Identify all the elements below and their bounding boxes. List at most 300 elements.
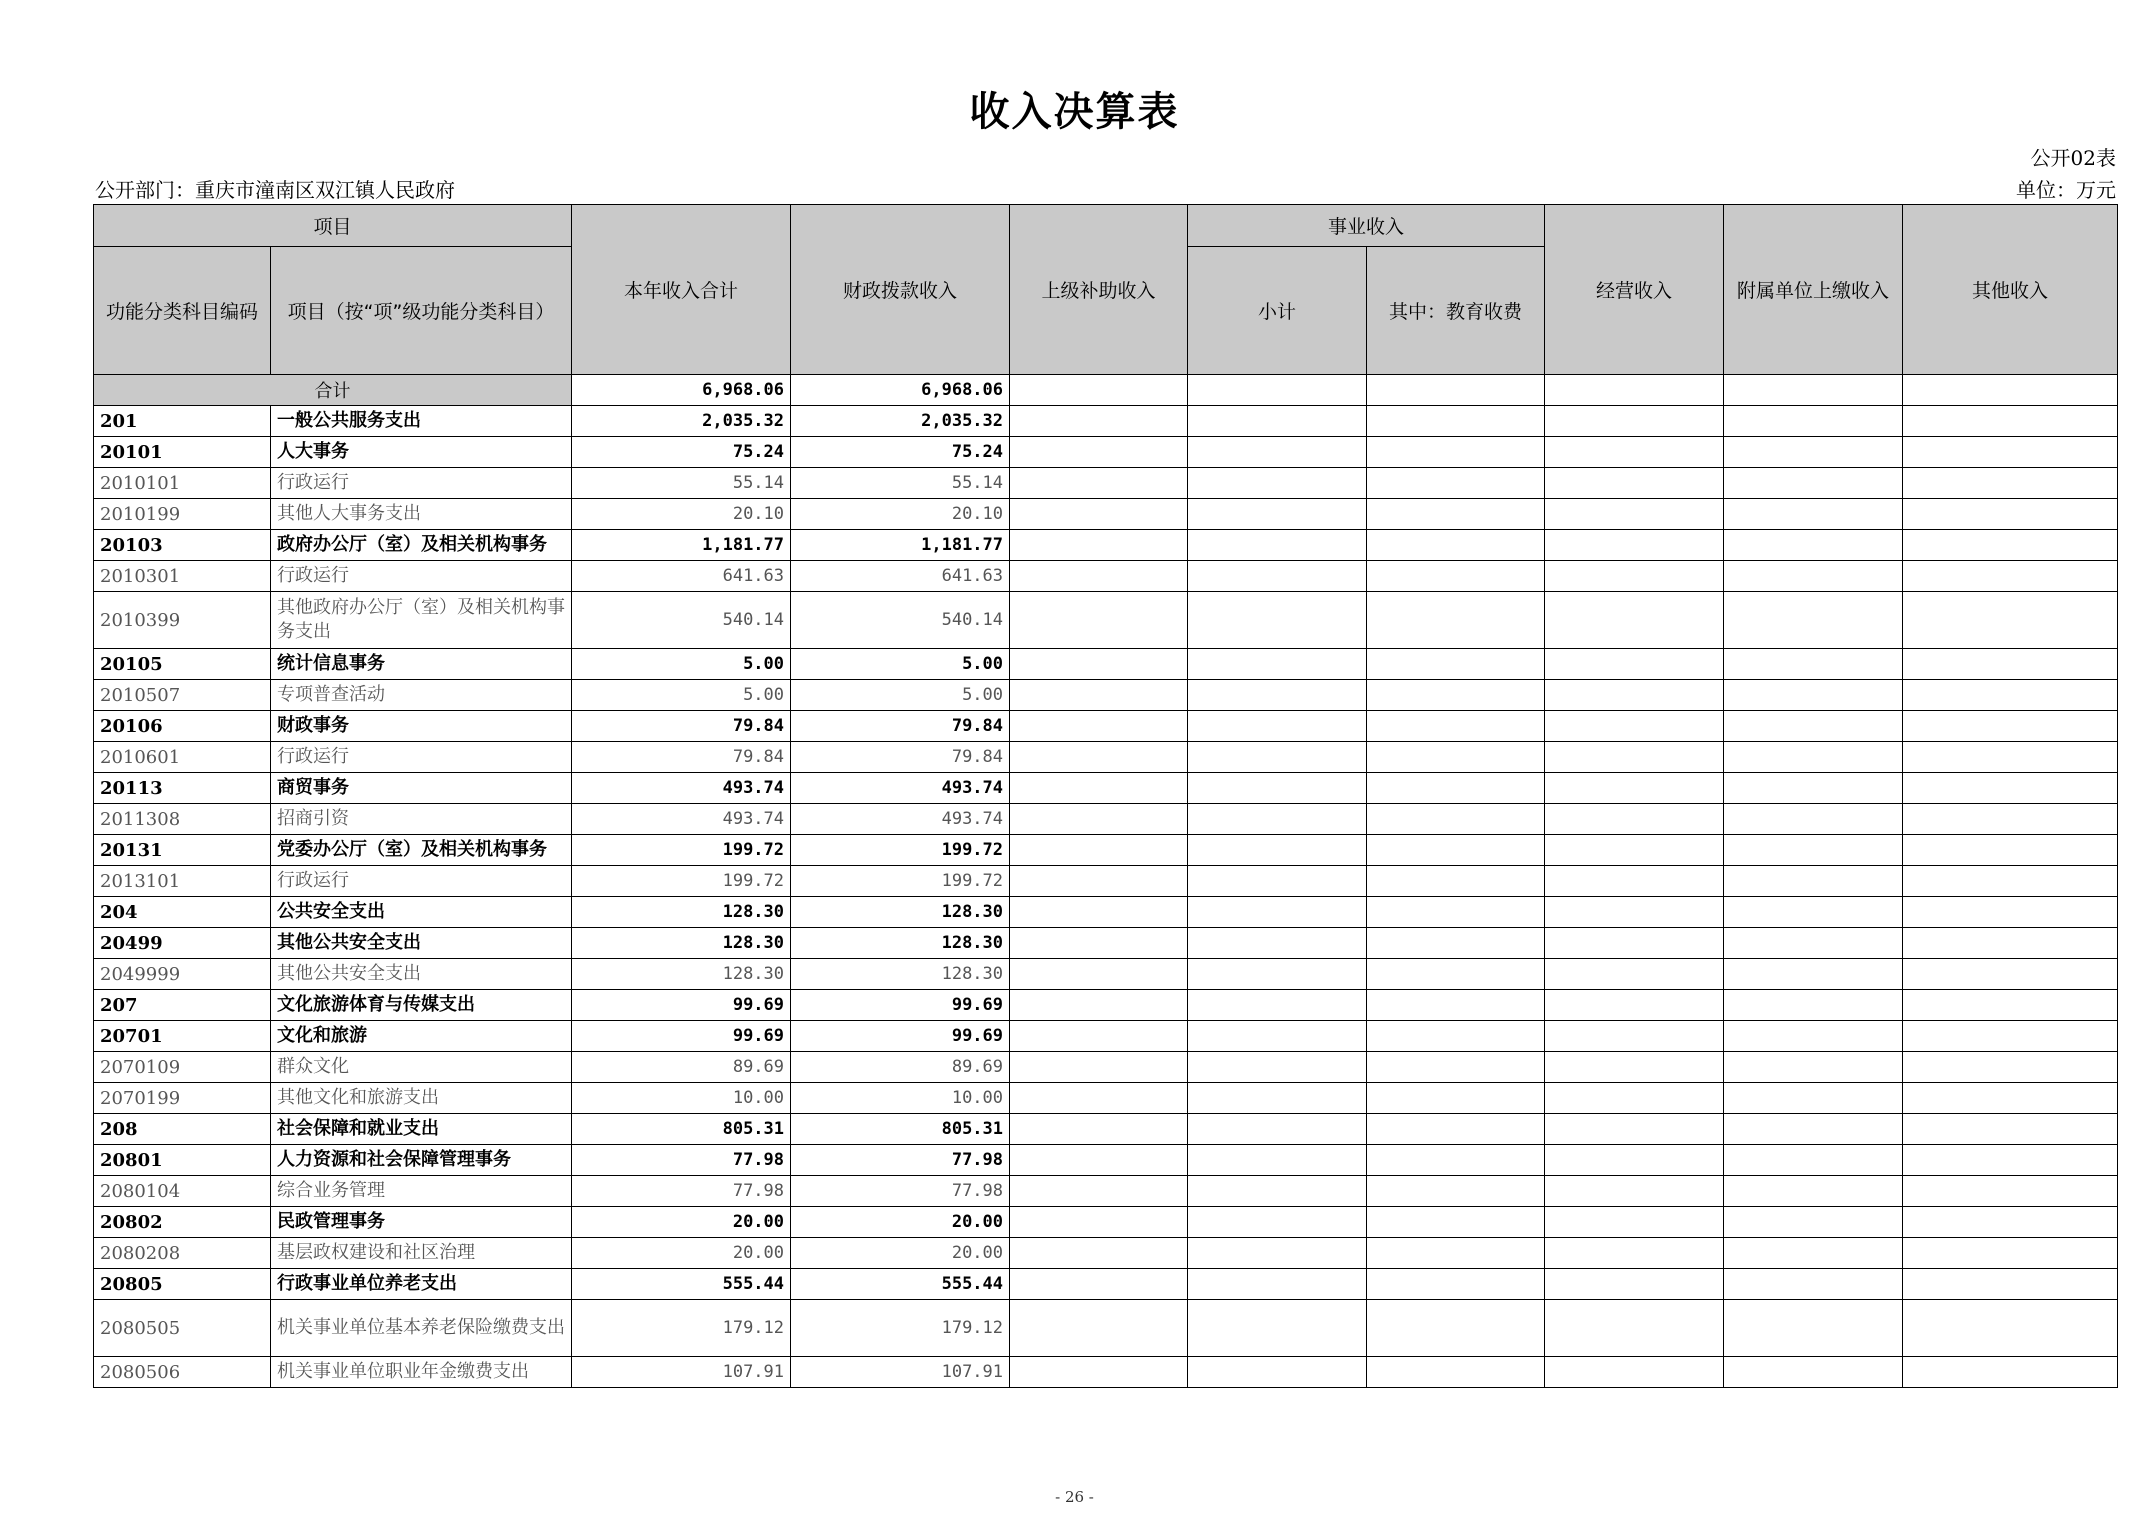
operating-income-cell: [1545, 804, 1724, 835]
func-code-cell: 20103: [94, 530, 271, 561]
table-row: [94, 468, 2118, 499]
affiliated-units-cell: [1724, 959, 1903, 990]
other-income-cell: [1903, 1145, 2118, 1176]
business-subtotal-cell: [1188, 711, 1367, 742]
affiliated-units-cell: [1724, 1145, 1903, 1176]
business-subtotal-cell: [1188, 1021, 1367, 1052]
fiscal-allocation-cell: 179.12: [791, 1300, 1010, 1357]
superior-subsidy-cell: [1010, 773, 1188, 804]
total-income-cell: 79.84: [572, 711, 791, 742]
superior-subsidy-cell: [1010, 499, 1188, 530]
education-fee-cell: [1367, 990, 1545, 1021]
superior-subsidy-cell: [1010, 1238, 1188, 1269]
business-subtotal-cell: [1188, 1269, 1367, 1300]
operating-income-cell: [1545, 1238, 1724, 1269]
total-income-cell: 128.30: [572, 928, 791, 959]
func-code-cell: 2080104: [94, 1176, 271, 1207]
superior-subsidy-cell: [1010, 530, 1188, 561]
project-name-cell: 统计信息事务: [271, 649, 572, 680]
table-row: [94, 437, 2118, 468]
fiscal-allocation-cell: 79.84: [791, 742, 1010, 773]
operating-income-cell: [1545, 835, 1724, 866]
table-row: [94, 773, 2118, 804]
superior-subsidy-cell: [1010, 592, 1188, 649]
project-name-cell: 基层政权建设和社区治理: [271, 1238, 572, 1269]
project-name-cell: 行政事业单位养老支出: [271, 1269, 572, 1300]
affiliated-units-cell: [1724, 1207, 1903, 1238]
superior-subsidy-header: 上级补助收入: [1010, 205, 1188, 375]
other-income-cell: [1903, 897, 2118, 928]
func-code-cell: 2070109: [94, 1052, 271, 1083]
func-code-cell: 20801: [94, 1145, 271, 1176]
affiliated-units-cell: [1724, 468, 1903, 499]
affiliated-units-cell: [1724, 866, 1903, 897]
superior-subsidy-cell: [1010, 1114, 1188, 1145]
project-name-cell: 政府办公厅（室）及相关机构事务: [271, 530, 572, 561]
empty-cell: [1545, 375, 1724, 406]
superior-subsidy-cell: [1010, 1083, 1188, 1114]
superior-subsidy-cell: [1010, 804, 1188, 835]
other-income-cell: [1903, 990, 2118, 1021]
business-subtotal-cell: [1188, 1357, 1367, 1388]
education-fee-cell: [1367, 835, 1545, 866]
business-subtotal-cell: [1188, 959, 1367, 990]
func-code-cell: 20701: [94, 1021, 271, 1052]
fiscal-allocation-cell: 493.74: [791, 804, 1010, 835]
fiscal-allocation-cell: 107.91: [791, 1357, 1010, 1388]
education-fee-cell: [1367, 437, 1545, 468]
fiscal-allocation-cell: 805.31: [791, 1114, 1010, 1145]
superior-subsidy-cell: [1010, 990, 1188, 1021]
business-subtotal-cell: [1188, 1083, 1367, 1114]
total-income-cell: 55.14: [572, 468, 791, 499]
func-code-cell: 2010199: [94, 499, 271, 530]
empty-cell: [1903, 375, 2118, 406]
total-income-cell: 79.84: [572, 742, 791, 773]
other-income-cell: [1903, 561, 2118, 592]
affiliated-units-cell: [1724, 804, 1903, 835]
fiscal-allocation-cell: 77.98: [791, 1145, 1010, 1176]
project-name-cell: 其他公共安全支出: [271, 959, 572, 990]
project-name-cell: 机关事业单位基本养老保险缴费支出: [271, 1300, 572, 1357]
total-income-cell: 20.00: [572, 1238, 791, 1269]
other-income-cell: [1903, 530, 2118, 561]
project-name-cell: 公共安全支出: [271, 897, 572, 928]
project-name-cell: 综合业务管理: [271, 1176, 572, 1207]
affiliated-units-cell: [1724, 1114, 1903, 1145]
fiscal-allocation-cell: 20.00: [791, 1207, 1010, 1238]
other-income-cell: [1903, 1238, 2118, 1269]
affiliated-units-cell: [1724, 928, 1903, 959]
affiliated-units-cell: [1724, 1357, 1903, 1388]
project-name-cell: 其他公共安全支出: [271, 928, 572, 959]
business-subtotal-cell: [1188, 928, 1367, 959]
superior-subsidy-cell: [1010, 1052, 1188, 1083]
total-income-cell: 5.00: [572, 649, 791, 680]
affiliated-units-cell: [1724, 835, 1903, 866]
business-subtotal-cell: [1188, 1052, 1367, 1083]
operating-income-cell: [1545, 773, 1724, 804]
superior-subsidy-cell: [1010, 468, 1188, 499]
business-subtotal-cell: [1188, 1300, 1367, 1357]
func-code-cell: 2011308: [94, 804, 271, 835]
total-income-cell: 128.30: [572, 959, 791, 990]
fiscal-allocation-cell: 6,968.06: [791, 375, 1010, 406]
func-code-cell: 2013101: [94, 866, 271, 897]
education-fee-cell: [1367, 928, 1545, 959]
other-income-cell: [1903, 1207, 2118, 1238]
education-fee-cell: [1367, 1021, 1545, 1052]
business-subtotal-cell: [1188, 530, 1367, 561]
func-code-cell: 2080506: [94, 1357, 271, 1388]
table-row: [94, 406, 2118, 437]
education-fee-cell: [1367, 959, 1545, 990]
fiscal-allocation-cell: 493.74: [791, 773, 1010, 804]
superior-subsidy-cell: [1010, 835, 1188, 866]
affiliated-units-cell: [1724, 592, 1903, 649]
empty-cell: [1367, 375, 1545, 406]
func-code-cell: 2049999: [94, 959, 271, 990]
project-name-cell: 文化旅游体育与传媒支出: [271, 990, 572, 1021]
education-fee-cell: [1367, 897, 1545, 928]
table-row: [94, 1114, 2118, 1145]
total-income-cell: 493.74: [572, 773, 791, 804]
other-income-cell: [1903, 1357, 2118, 1388]
total-income-header: 本年收入合计: [572, 205, 791, 375]
table-row: [94, 1207, 2118, 1238]
total-income-cell: 493.74: [572, 804, 791, 835]
func-code-cell: 2010601: [94, 742, 271, 773]
func-code-cell: 207: [94, 990, 271, 1021]
table-row: [94, 1083, 2118, 1114]
project-name-cell: 一般公共服务支出: [271, 406, 572, 437]
other-income-cell: [1903, 592, 2118, 649]
affiliated-units-cell: [1724, 530, 1903, 561]
project-name-cell: 民政管理事务: [271, 1207, 572, 1238]
business-subtotal-cell: [1188, 437, 1367, 468]
affiliated-units-cell: [1724, 773, 1903, 804]
total-income-cell: 10.00: [572, 1083, 791, 1114]
fiscal-allocation-cell: 199.72: [791, 835, 1010, 866]
operating-income-cell: [1545, 928, 1724, 959]
education-fee-cell: [1367, 499, 1545, 530]
business-subtotal-cell: [1188, 1207, 1367, 1238]
education-fee-cell: [1367, 649, 1545, 680]
other-income-cell: [1903, 742, 2118, 773]
func-code-cell: 201: [94, 406, 271, 437]
affiliated-units-cell: [1724, 742, 1903, 773]
education-fee-cell: [1367, 1207, 1545, 1238]
table-row: [94, 1021, 2118, 1052]
business-subtotal-cell: [1188, 499, 1367, 530]
other-income-cell: [1903, 406, 2118, 437]
operating-income-cell: [1545, 959, 1724, 990]
affiliated-units-cell: [1724, 499, 1903, 530]
business-subtotal-cell: [1188, 835, 1367, 866]
project-name-cell: 机关事业单位职业年金缴费支出: [271, 1357, 572, 1388]
operating-income-cell: [1545, 1145, 1724, 1176]
superior-subsidy-cell: [1010, 437, 1188, 468]
func-code-cell: 20131: [94, 835, 271, 866]
superior-subsidy-cell: [1010, 711, 1188, 742]
other-income-cell: [1903, 866, 2118, 897]
func-code-header: 功能分类科目编码: [94, 247, 271, 375]
table-row: [94, 530, 2118, 561]
total-income-cell: 107.91: [572, 1357, 791, 1388]
operating-income-cell: [1545, 1021, 1724, 1052]
superior-subsidy-cell: [1010, 561, 1188, 592]
empty-cell: [1010, 375, 1188, 406]
business-subtotal-cell: [1188, 592, 1367, 649]
operating-income-cell: [1545, 530, 1724, 561]
unit-label: 单位：万元: [2016, 178, 2116, 202]
fiscal-allocation-cell: 99.69: [791, 990, 1010, 1021]
other-income-cell: [1903, 1083, 2118, 1114]
total-income-cell: 1,181.77: [572, 530, 791, 561]
project-name-cell: 文化和旅游: [271, 1021, 572, 1052]
education-fee-cell: [1367, 1052, 1545, 1083]
total-income-cell: 77.98: [572, 1145, 791, 1176]
affiliated-units-cell: [1724, 437, 1903, 468]
total-income-cell: 99.69: [572, 1021, 791, 1052]
project-name-cell: 招商引资: [271, 804, 572, 835]
table-row: [94, 835, 2118, 866]
business-subtotal-cell: [1188, 1114, 1367, 1145]
project-group-header: 项目: [94, 205, 572, 247]
other-income-cell: [1903, 928, 2118, 959]
education-fee-cell: [1367, 804, 1545, 835]
superior-subsidy-cell: [1010, 1021, 1188, 1052]
operating-income-cell: [1545, 1176, 1724, 1207]
table-row: [94, 561, 2118, 592]
operating-income-cell: [1545, 499, 1724, 530]
superior-subsidy-cell: [1010, 866, 1188, 897]
superior-subsidy-cell: [1010, 649, 1188, 680]
table-row: [94, 990, 2118, 1021]
func-code-cell: 20106: [94, 711, 271, 742]
fiscal-allocation-cell: 641.63: [791, 561, 1010, 592]
func-code-cell: 2010507: [94, 680, 271, 711]
superior-subsidy-cell: [1010, 1357, 1188, 1388]
operating-income-cell: [1545, 1207, 1724, 1238]
fiscal-allocation-cell: 79.84: [791, 711, 1010, 742]
business-subtotal-cell: [1188, 866, 1367, 897]
department-label: 公开部门：重庆市潼南区双江镇人民政府: [95, 178, 455, 202]
business-subtotal-cell: [1188, 897, 1367, 928]
affiliated-units-cell: [1724, 1052, 1903, 1083]
project-name-cell: 人大事务: [271, 437, 572, 468]
total-income-cell: 555.44: [572, 1269, 791, 1300]
func-code-cell: 20499: [94, 928, 271, 959]
business-subtotal-cell: [1188, 742, 1367, 773]
affiliated-units-cell: [1724, 1238, 1903, 1269]
operating-income-cell: [1545, 468, 1724, 499]
project-name-cell: 社会保障和就业支出: [271, 1114, 572, 1145]
other-income-cell: [1903, 1052, 2118, 1083]
business-subtotal-cell: [1188, 680, 1367, 711]
other-income-cell: [1903, 1021, 2118, 1052]
business-subtotal-cell: [1188, 649, 1367, 680]
project-name-cell: 专项普查活动: [271, 680, 572, 711]
operating-income-cell: [1545, 711, 1724, 742]
education-fee-cell: [1367, 1357, 1545, 1388]
other-income-header: 其他收入: [1903, 205, 2118, 375]
fiscal-allocation-cell: 99.69: [791, 1021, 1010, 1052]
education-fee-cell: [1367, 1114, 1545, 1145]
business-subtotal-cell: [1188, 406, 1367, 437]
education-fee-cell: [1367, 1083, 1545, 1114]
education-fee-cell: [1367, 680, 1545, 711]
operating-income-cell: [1545, 1083, 1724, 1114]
func-code-cell: 2080208: [94, 1238, 271, 1269]
table-row: [94, 711, 2118, 742]
affiliated-units-cell: [1724, 1300, 1903, 1357]
fiscal-allocation-cell: 20.00: [791, 1238, 1010, 1269]
func-code-cell: 2070199: [94, 1083, 271, 1114]
business-subtotal-cell: [1188, 773, 1367, 804]
superior-subsidy-cell: [1010, 1269, 1188, 1300]
operating-income-header: 经营收入: [1545, 205, 1724, 375]
operating-income-cell: [1545, 742, 1724, 773]
superior-subsidy-cell: [1010, 1176, 1188, 1207]
fiscal-allocation-cell: 128.30: [791, 897, 1010, 928]
operating-income-cell: [1545, 1300, 1724, 1357]
education-fee-cell: [1367, 1238, 1545, 1269]
func-code-cell: 2010301: [94, 561, 271, 592]
business-subtotal-cell: [1188, 804, 1367, 835]
other-income-cell: [1903, 711, 2118, 742]
affiliated-units-cell: [1724, 1021, 1903, 1052]
other-income-cell: [1903, 1269, 2118, 1300]
project-name-cell: 其他人大事务支出: [271, 499, 572, 530]
affiliated-units-cell: [1724, 680, 1903, 711]
table-row: [94, 804, 2118, 835]
fiscal-allocation-cell: 75.24: [791, 437, 1010, 468]
operating-income-cell: [1545, 406, 1724, 437]
fiscal-allocation-cell: 128.30: [791, 928, 1010, 959]
table-row: [94, 928, 2118, 959]
operating-income-cell: [1545, 1114, 1724, 1145]
other-income-cell: [1903, 959, 2118, 990]
total-income-cell: 2,035.32: [572, 406, 791, 437]
project-name-cell: 财政事务: [271, 711, 572, 742]
table-body: [94, 375, 2118, 1388]
affiliated-units-header: 附属单位上缴收入: [1724, 205, 1903, 375]
affiliated-units-cell: [1724, 649, 1903, 680]
superior-subsidy-cell: [1010, 959, 1188, 990]
affiliated-units-cell: [1724, 711, 1903, 742]
fiscal-allocation-cell: 89.69: [791, 1052, 1010, 1083]
operating-income-cell: [1545, 561, 1724, 592]
total-income-cell: 77.98: [572, 1176, 791, 1207]
operating-income-cell: [1545, 1052, 1724, 1083]
education-fee-cell: [1367, 1269, 1545, 1300]
other-income-cell: [1903, 1300, 2118, 1357]
total-income-cell: 6,968.06: [572, 375, 791, 406]
education-fee-cell: [1367, 711, 1545, 742]
total-label: 合计: [94, 375, 572, 406]
project-name-cell: 群众文化: [271, 1052, 572, 1083]
fiscal-allocation-cell: 5.00: [791, 680, 1010, 711]
fiscal-allocation-cell: 20.10: [791, 499, 1010, 530]
operating-income-cell: [1545, 592, 1724, 649]
table-row: [94, 680, 2118, 711]
fiscal-allocation-cell: 555.44: [791, 1269, 1010, 1300]
affiliated-units-cell: [1724, 1269, 1903, 1300]
table-row: [94, 1357, 2118, 1388]
education-fee-cell: [1367, 561, 1545, 592]
table-code: 公开02表: [2030, 146, 2116, 170]
project-name-cell: 人力资源和社会保障管理事务: [271, 1145, 572, 1176]
empty-cell: [1188, 375, 1367, 406]
table-row: [94, 1300, 2118, 1357]
fiscal-allocation-cell: 540.14: [791, 592, 1010, 649]
operating-income-cell: [1545, 897, 1724, 928]
business-subtotal-cell: [1188, 561, 1367, 592]
table-row: [94, 1145, 2118, 1176]
superior-subsidy-cell: [1010, 897, 1188, 928]
other-income-cell: [1903, 804, 2118, 835]
fiscal-allocation-header: 财政拨款收入: [791, 205, 1010, 375]
education-fee-cell: [1367, 742, 1545, 773]
total-income-cell: 99.69: [572, 990, 791, 1021]
education-fee-cell: [1367, 468, 1545, 499]
superior-subsidy-cell: [1010, 1207, 1188, 1238]
table-row: [94, 1238, 2118, 1269]
affiliated-units-cell: [1724, 897, 1903, 928]
education-fee-header: 其中：教育收费: [1367, 247, 1545, 375]
project-name-cell: 行政运行: [271, 468, 572, 499]
func-code-cell: 20802: [94, 1207, 271, 1238]
other-income-cell: [1903, 499, 2118, 530]
total-income-cell: 199.72: [572, 835, 791, 866]
fiscal-allocation-cell: 128.30: [791, 959, 1010, 990]
table-row: [94, 649, 2118, 680]
operating-income-cell: [1545, 866, 1724, 897]
superior-subsidy-cell: [1010, 742, 1188, 773]
operating-income-cell: [1545, 649, 1724, 680]
total-income-cell: 641.63: [572, 561, 791, 592]
education-fee-cell: [1367, 1145, 1545, 1176]
func-code-cell: 20805: [94, 1269, 271, 1300]
total-income-cell: 540.14: [572, 592, 791, 649]
affiliated-units-cell: [1724, 1083, 1903, 1114]
operating-income-cell: [1545, 1357, 1724, 1388]
func-code-cell: 20113: [94, 773, 271, 804]
table-header: [94, 205, 2118, 375]
education-fee-cell: [1367, 592, 1545, 649]
func-code-cell: 2010399: [94, 592, 271, 649]
func-code-cell: 20105: [94, 649, 271, 680]
affiliated-units-cell: [1724, 990, 1903, 1021]
total-income-cell: 179.12: [572, 1300, 791, 1357]
total-income-cell: 20.10: [572, 499, 791, 530]
total-income-cell: 89.69: [572, 1052, 791, 1083]
page-number: - 26 -: [1055, 1488, 1094, 1506]
total-income-cell: 128.30: [572, 897, 791, 928]
fiscal-allocation-cell: 55.14: [791, 468, 1010, 499]
total-income-cell: 5.00: [572, 680, 791, 711]
project-name-cell: 其他政府办公厅（室）及相关机构事务支出: [271, 592, 572, 649]
table-row: [94, 592, 2118, 649]
fiscal-allocation-cell: 199.72: [791, 866, 1010, 897]
table-row: [94, 1176, 2118, 1207]
table-row: [94, 742, 2118, 773]
operating-income-cell: [1545, 990, 1724, 1021]
business-subtotal-cell: [1188, 468, 1367, 499]
operating-income-cell: [1545, 1269, 1724, 1300]
other-income-cell: [1903, 1176, 2118, 1207]
